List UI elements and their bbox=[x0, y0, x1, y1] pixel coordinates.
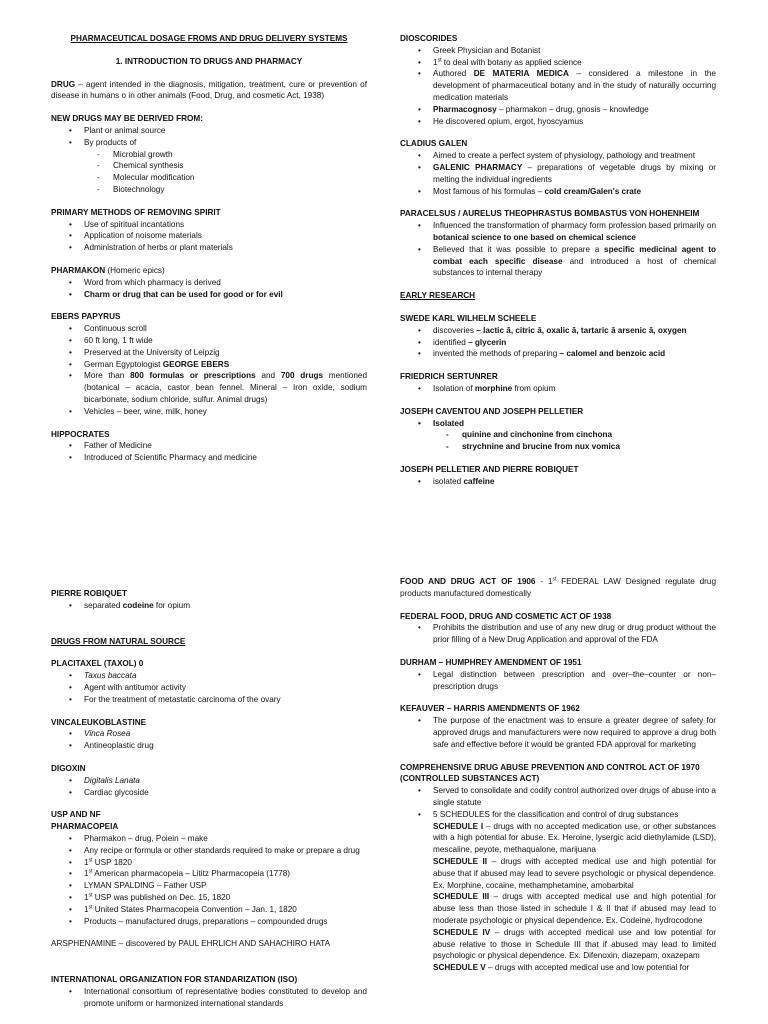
sub-list-item: - Molecular modification bbox=[113, 172, 367, 184]
bottom-right-column bbox=[400, 576, 716, 985]
list-item: • 60 ft long, 1 ft wide bbox=[84, 335, 367, 347]
list-item-text: – considered a milestone in the development of pharmaceutical botany and in the study of naturally occurring medication materials bbox=[433, 69, 716, 102]
list-item: • Prohibits the distribution and use of any new drug or drug product without the prior filling of a New Drug Application and approval of the FDA bbox=[433, 622, 716, 646]
schedule-label: SCHEDULE I bbox=[433, 821, 484, 831]
top-left-column bbox=[51, 33, 367, 475]
list-item-text: for opium bbox=[153, 600, 191, 610]
section-heading: HIPPOCRATES bbox=[51, 429, 110, 439]
food-drug-act-1906 bbox=[400, 576, 716, 600]
list-item-text: United States Pharmacopeia Convention – Jan. 1, 1820 bbox=[92, 904, 297, 914]
list-item bbox=[433, 57, 716, 69]
section-digoxin bbox=[51, 763, 367, 798]
list-item-text: Isolation of bbox=[433, 383, 475, 393]
list-item bbox=[433, 68, 716, 103]
section-heading: PLACITAXEL (TAXOL) 0 bbox=[51, 659, 144, 669]
list-item-text: identified bbox=[433, 337, 469, 347]
list-item-text: USP was published on Dec. 15, 1820 bbox=[92, 892, 231, 902]
section-heading: JOSEPH CAVENTOU AND JOSEPH PELLETIER bbox=[400, 406, 584, 416]
list-item-text: from opium bbox=[512, 383, 556, 393]
ordinal-suffix: st bbox=[88, 868, 93, 875]
top-right-column bbox=[400, 33, 716, 499]
list-item bbox=[433, 162, 716, 186]
section-paracelsus bbox=[400, 208, 716, 279]
arsphenamine-note: ARSPHENAMINE – discovered by PAUL EHRLICH AND SAHACHIRO HATA bbox=[51, 939, 331, 949]
list-item bbox=[84, 904, 367, 916]
natural-source-heading: DRUGS FROM NATURAL SOURCE bbox=[51, 636, 186, 646]
sub-list-item: - Biotechnology bbox=[113, 184, 367, 196]
section-csa bbox=[400, 762, 716, 974]
section-new-drugs bbox=[51, 113, 367, 196]
emphasis: GALENIC PHARMACY bbox=[433, 162, 523, 172]
list-item bbox=[433, 418, 716, 453]
section-heading: PARACELSUS / AURELUS THEOPHRASTUS BOMBASTUS VON HOHENHEIM bbox=[400, 209, 700, 219]
ordinal-number: 1 bbox=[84, 869, 89, 879]
schedule-1 bbox=[433, 821, 716, 856]
section-taxol bbox=[51, 658, 367, 705]
list-item-text: discoveries bbox=[433, 325, 477, 335]
list-item: • Taxus baccata bbox=[84, 670, 367, 682]
section-pharmakon bbox=[51, 265, 367, 300]
schedule-text: – drugs with accepted medical use and low potential for bbox=[485, 963, 690, 973]
list-item: • Greek Physician and Botanist bbox=[433, 45, 716, 57]
person-name: GEORGE EBERS bbox=[162, 359, 230, 369]
list-item-text: invented the methods of preparing bbox=[433, 349, 560, 359]
list-item: • Antineoplastic drug bbox=[84, 740, 367, 752]
section-heading: PIERRE ROBIQUET bbox=[51, 589, 127, 598]
emphasis: 800 formulas or prescriptions bbox=[130, 371, 256, 381]
schedule-5 bbox=[433, 962, 716, 974]
ordinal-suffix: st bbox=[88, 892, 93, 899]
schedule-text: – drugs with accepted medical use and low potential for abuse relative to those in Schedule III that if abused may lead to limited psychologic or physical dependence. Ex. Difenoxin, diazepam, oxazepam bbox=[433, 927, 716, 961]
section-heading: SWEDE KARL WILHELM SCHEELE bbox=[400, 313, 537, 323]
section-heading: DIGOXIN bbox=[51, 763, 86, 773]
emphasis: specific medicinal agent to combat each specific disease bbox=[433, 244, 716, 266]
schedule-3 bbox=[433, 891, 716, 926]
emphasis: – calomel and benzoic acid bbox=[559, 349, 666, 359]
list-item: • Word from which pharmacy is derived bbox=[84, 277, 367, 289]
section-heading: VINCALEUKOBLASTINE bbox=[51, 717, 147, 727]
list-item: • Pharmakon – drug, Poiein – make bbox=[84, 833, 367, 845]
ordinal-suffix: st bbox=[88, 856, 93, 863]
ordinal-number: 1 bbox=[84, 857, 89, 867]
list-item: • International consortium of representative bodies constituted to develop and promote uniform or harmonized international standards bbox=[84, 986, 367, 1010]
schedule-text: – drugs with accepted medical use and high potential for abuse less than those listed in schedule I & II that if abused may lead to moderate psychologic or physical dependence. Ex. Codeine, hydrocodone bbox=[433, 892, 716, 925]
section-heading: JOSEPH PELLETIER AND PIERRE ROBIQUET bbox=[400, 464, 579, 474]
section-kefauver bbox=[400, 703, 716, 750]
section-heading: INTERNATIONAL ORGANIZATION FOR STANDARIZATION (ISO) bbox=[51, 975, 298, 985]
list-item bbox=[433, 383, 716, 395]
ordinal-number: 1 bbox=[84, 904, 89, 914]
list-item: • Administration of herbs or plant materials bbox=[84, 242, 367, 254]
section-fdca-1938 bbox=[400, 611, 716, 646]
list-item bbox=[433, 337, 716, 349]
list-item bbox=[433, 186, 716, 198]
schedule-label: SCHEDULE IV bbox=[433, 927, 491, 937]
paragraph-text: - 1 bbox=[535, 577, 553, 586]
ordinal-number: 1 bbox=[84, 892, 89, 902]
emphasis: codeine bbox=[122, 600, 154, 610]
section-heading: PRIMARY METHODS OF REMOVING SPIRIT bbox=[51, 207, 221, 217]
section-heading: EBERS PAPYRUS bbox=[51, 312, 121, 322]
chapter-title: 1. INTRODUCTION TO DRUGS AND PHARMACY bbox=[115, 56, 303, 66]
emphasis: 700 drugs bbox=[280, 371, 324, 381]
section-heading: FEDERAL FOOD, DRUG AND COSMETIC ACT OF 1938 bbox=[400, 611, 612, 621]
ordinal-suffix: st bbox=[552, 576, 557, 583]
list-item-text: By products of bbox=[84, 137, 137, 147]
drug-term: DRUG bbox=[51, 79, 76, 89]
list-item: • Legal distinction between prescription and over–the–counter or non–prescription drugs bbox=[433, 669, 716, 693]
section-heading: FRIEDRICH SERTUNRER bbox=[400, 372, 498, 382]
list-item: • Plant or animal source bbox=[84, 125, 367, 137]
section-dioscorides bbox=[400, 33, 716, 127]
list-item-text: – pharmakon – drug, gnosis – knowledge bbox=[496, 104, 649, 114]
list-item bbox=[433, 244, 716, 279]
schedule-4 bbox=[433, 927, 716, 962]
list-item bbox=[84, 857, 367, 869]
section-iso bbox=[51, 974, 367, 1009]
section-caventou bbox=[400, 406, 716, 453]
early-research-heading: EARLY RESEARCH bbox=[400, 291, 476, 301]
section-heading: PHARMACOPEIA bbox=[51, 822, 119, 832]
list-item: • Introduced of Scientific Pharmacy and medicine bbox=[84, 452, 367, 464]
list-item-text: USP 1820 bbox=[92, 857, 132, 867]
section-heading: NEW DRUGS MAY BE DERIVED FROM: bbox=[51, 114, 203, 124]
list-item-text: mentioned (botanical – acacia, castor bean fennel. Mineral – Iron oxide, sodium bicarbonate, sodium chloride, sulfur. Animal drugs) bbox=[84, 371, 368, 404]
section-heading-line bbox=[51, 265, 367, 277]
section-galen bbox=[400, 138, 716, 197]
list-item-text: German Egyptologist bbox=[84, 359, 163, 369]
list-item: • Preserved at the University of Leipzig bbox=[84, 347, 367, 359]
section-vinca bbox=[51, 717, 367, 752]
list-item bbox=[433, 104, 716, 116]
section-ebers bbox=[51, 311, 367, 417]
list-item: • Aimed to create a perfect system of physiology, pathology and treatment bbox=[433, 150, 716, 162]
sub-list-item: - Microbial growth bbox=[113, 149, 367, 161]
list-item: • Products – manufactured drugs, preparations – compounded drugs bbox=[84, 916, 367, 928]
list-item: • LYMAN SPALDING – Father USP bbox=[84, 880, 367, 892]
list-item bbox=[433, 809, 716, 974]
section-usp bbox=[51, 809, 367, 927]
ordinal-suffix: st bbox=[437, 56, 442, 63]
list-item bbox=[84, 359, 367, 371]
schedule-label: SCHEDULE II bbox=[433, 856, 488, 866]
emphasis: – lactic ā, citric ā, oxalic ā, tartaric ā arsenic ā, oxygen bbox=[476, 325, 687, 335]
list-item bbox=[433, 220, 716, 244]
section-heading: DURHAM – HUMPHREY AMENDMENT OF 1951 bbox=[400, 657, 582, 667]
section-heading: KEFAUVER – HARRIS AMENDMENTS OF 1962 bbox=[400, 704, 580, 714]
schedule-text: – drugs with accepted medical use and high potential for abuse that if abused may lead to severe psychologic or physical dependence. Ex. Morphine, cocaine, methamphetamine, amobarbital bbox=[433, 856, 716, 890]
bottom-left-column bbox=[51, 588, 367, 1021]
list-item-text: Isolated bbox=[433, 418, 464, 428]
list-item-text: American pharmacopeia – Lititz Pharmacopeia (1778) bbox=[92, 869, 290, 879]
list-item-text: separated bbox=[84, 600, 123, 610]
emphasis: Pharmacognosy bbox=[433, 104, 497, 114]
list-item: • Charm or drug that can be used for good or for evil bbox=[84, 289, 367, 301]
document-title: PHARMACEUTICAL DOSAGE FROMS AND DRUG DELIVERY SYSTEMS bbox=[70, 34, 348, 43]
list-item bbox=[84, 892, 367, 904]
list-item: • Digitalis Lanata bbox=[84, 775, 367, 787]
schedule-text: – drugs with no accepted medication use, or other substances with a high potential for abuse. Ex. Heroine, lysergic acid diethylamide (LSD), mescaline, peyote, methaqualone, marijuana bbox=[433, 821, 717, 855]
list-item bbox=[433, 348, 716, 360]
section-hippocrates bbox=[51, 429, 367, 464]
section-heading: DIOSCORIDES bbox=[400, 34, 458, 43]
emphasis: cold cream/Galen's crate bbox=[544, 186, 642, 196]
paragraph-text: FEDERAL LAW Designed regulate drug products manufactured domestically bbox=[400, 577, 716, 598]
list-item: • Agent with antitumor activity bbox=[84, 682, 367, 694]
section-heading: COMPREHENSIVE DRUG ABUSE PREVENTION AND CONTROL ACT OF 1970 (CONTROLLED SUBSTANCES ACT) bbox=[400, 762, 700, 784]
list-item-text: Believed that it was possible to prepare a bbox=[433, 244, 605, 254]
list-item bbox=[433, 325, 716, 337]
emphasis: caffeine bbox=[463, 476, 495, 486]
list-item: • Continuous scroll bbox=[84, 323, 367, 335]
list-item-text: Influenced the transformation of pharmacy form profession based primarily on bbox=[433, 221, 716, 231]
list-item bbox=[84, 137, 367, 196]
list-item-text: and bbox=[255, 371, 281, 381]
list-item: • The purpose of the enactment was to ensure a greater degree of safety for approved drugs and manufacturers were now required to approve a drug both safe and effective before it would be granted FDA approval for marketing bbox=[433, 715, 716, 750]
list-item: • Father of Medicine bbox=[84, 440, 367, 452]
list-item bbox=[84, 868, 367, 880]
section-pelletier-robiquet bbox=[400, 464, 716, 488]
section-durham bbox=[400, 657, 716, 692]
list-item bbox=[84, 600, 367, 612]
schedule-2 bbox=[433, 856, 716, 891]
schedule-label: SCHEDULE III bbox=[433, 892, 490, 902]
list-item-text: Most famous of his formulas – bbox=[433, 186, 545, 196]
section-heading: CLADIUS GALEN bbox=[400, 139, 468, 149]
list-item: • Any recipe or formula or other standards required to make or prepare a drug bbox=[84, 845, 367, 857]
emphasis: – glycerin bbox=[468, 337, 507, 347]
list-item: • Vinca Rosea bbox=[84, 728, 367, 740]
ordinal-suffix: st bbox=[88, 904, 93, 910]
section-heading: PHARMAKON bbox=[51, 265, 106, 275]
list-item: • For the treatment of metastatic carcinoma of the ovary bbox=[84, 694, 367, 706]
section-robiquet bbox=[51, 588, 367, 612]
list-item-text: Authored bbox=[433, 69, 474, 79]
list-item: • Vehicles – beer, wine, milk, honey bbox=[84, 406, 367, 418]
list-item: • Cardiac glycoside bbox=[84, 787, 367, 799]
list-item-text: to deal with botany as applied science bbox=[441, 57, 582, 67]
list-item bbox=[84, 370, 367, 405]
list-item: • He discovered opium, ergot, hyoscyamus bbox=[433, 116, 716, 128]
list-item-text: – preparations of vegetable drugs by mixing or melting the individual ingredients bbox=[433, 162, 716, 184]
heading-note: (Homeric epics) bbox=[105, 265, 165, 275]
sub-list-item: - quinine and cinchonine from cinchona bbox=[462, 429, 716, 441]
list-item bbox=[433, 476, 716, 488]
list-item: • Use of spiritual incantations bbox=[84, 219, 367, 231]
ordinal-number: 1 bbox=[433, 57, 438, 67]
list-item: • Application of noisome materials bbox=[84, 230, 367, 242]
sub-list-item: - strychnine and brucine from nux vomica bbox=[462, 441, 716, 453]
list-item-text: and introduced a host of chemical substances to internal therapy bbox=[433, 256, 716, 278]
emphasis: DE MATERIA MEDICA bbox=[473, 69, 569, 79]
emphasis: morphine bbox=[474, 383, 513, 393]
drug-definition-text: – agent intended in the diagnosis, mitigation, treatment, cure or prevention of disease in humans o in other animals (Food, Drug, and cosmetic Act, 1938) bbox=[51, 79, 367, 101]
sub-list-item: - Chemical synthesis bbox=[113, 160, 367, 172]
list-item-text: More than bbox=[84, 371, 131, 381]
section-heading: USP AND NF bbox=[51, 810, 101, 820]
section-sertunrer bbox=[400, 371, 716, 395]
emphasis: botanical science to one based on chemical science bbox=[433, 232, 636, 242]
drug-definition bbox=[51, 79, 367, 103]
list-item: • Served to consolidate and codify control authorized over drugs of abuse into a single statute bbox=[433, 785, 716, 809]
schedule-label: SCHEDULE V bbox=[433, 963, 486, 973]
list-item-text: isolated bbox=[433, 476, 464, 486]
list-item-text: • 5 SCHEDULES for the classification and control of drug substances bbox=[433, 809, 679, 819]
section-scheele bbox=[400, 313, 716, 360]
section-spirit bbox=[51, 207, 367, 254]
emphasis: FOOD AND DRUG ACT OF 1906 bbox=[400, 577, 536, 586]
